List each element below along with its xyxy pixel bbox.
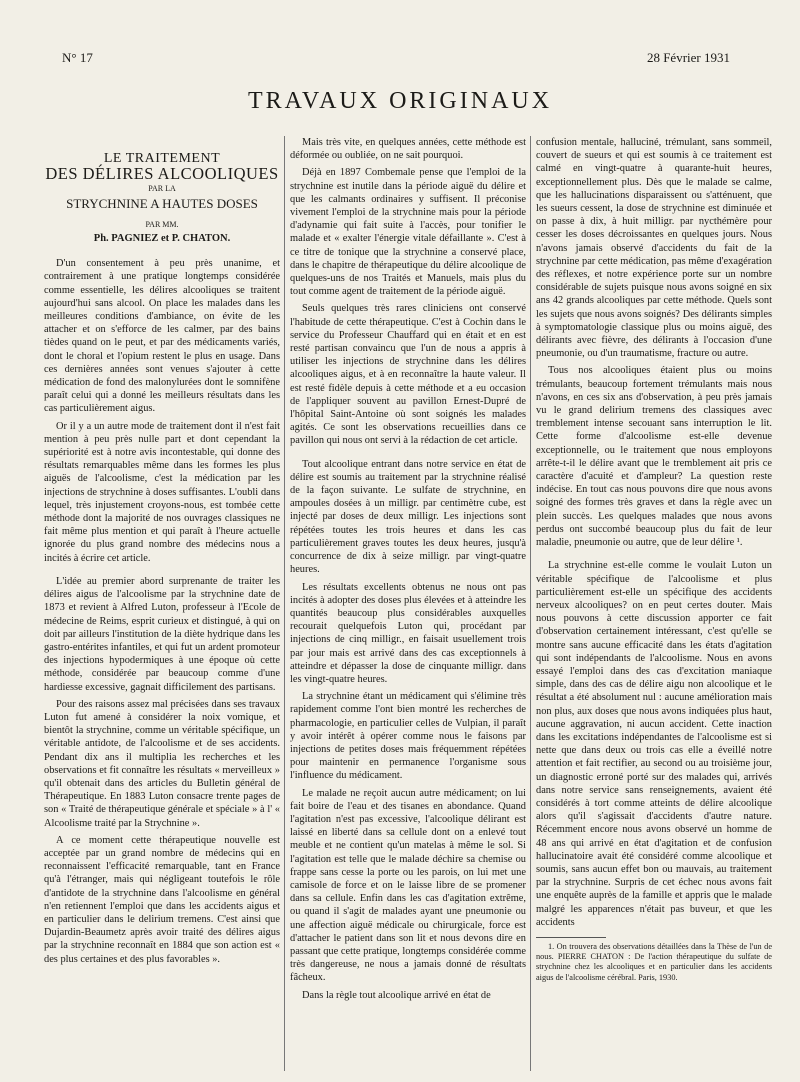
paragraph: A ce moment cette thérapeutique nouvelle est acceptée par un grand nombre de médecins qui en reconnaissent l'efficacité remarquable, tant en France qu'à l'étranger, mais qui négligeant toutefois le rôle d'antidote de la strychnine dans l'alcoolisme en général n'en retiennent l'emploi que dans les accidents aigus et en particulier dans le delirium tremens. C'est ainsi que Dujardin-Beaumetz après avoir traité des délires aigus par la strychnine reconnaît en 1884 que son action est « des plus certaines et des plus favorables ». <box>44 834 280 965</box>
paragraph: Les résultats excellents obtenus ne nous ont pas incités à adopter des doses plus élevées et à atteindre les quantités beaucoup plus considérables auxquelles recourait quelquefois Luton qui, procédant par injections de cinq milligr., en faisait usuellement trois par jour mais est arrivé dans des cas exceptionnels à atteindre et dépasser la dose de cinquante milligr. dans les vingt-quatre heures. <box>290 581 526 685</box>
paragraph: D'un consentement à peu près unanime, et contrairement à une pratique longtemps considérée comme essentielle, les délires alcooliques se traitent aujourd'hui sans alcool. On place les malades dans les meilleures conditions d'ambiance, on évite de les attacher et on s'efforce de les calmer, par des bains tièdes quand on le peut, et par des médicaments variés, dont le choral et l'opium restent le plus en usage. Dans ces dernières années sont venues s'ajouter à cette médication de fond des malonylurées dont le somnifène paraît celui qui a donné les meilleurs résultats dans les cas particulièrement aigus. <box>44 258 280 415</box>
paragraph: La strychnine étant un médicament qui s'élimine très rapidement comme l'ont bien montré les recherches de pharmacologie, en particulier celles de Vulpian, il paraît y avoir intérêt à opérer comme nous le faisons par injections de petites doses mais fréquemment répétées pour maintenir en permanence l'organisme sous l'influence du médicament. <box>290 691 526 782</box>
paragraph: Tous nos alcooliques étaient plus ou moins trémulants, beaucoup fortement trémulants mais nous n'avons, en ces six ans d'observation, à peu près jamais vu le grand delirium tremens des classiques avec tremblement intense secouant sans interruption le lit. Cette forme d'alcoolisme est-elle devenue exceptionnelle, ou le traitement que nous employons arrête-t-il le délire avant que le tremblement ait pris ce caractère d'acuité et d'ampleur? La question reste indécise. En tout cas nous pouvons dire que nous avons soigné des formes très graves et dans la règle avec un plein succès. Les quelques malades que nous avons perdus ont succombé beaucoup plus du fait de leur maladie, pneumonie ou autre, que de leur délire ¹. <box>536 365 772 549</box>
article-title-line3: STRYCHNINE A HAUTES DOSES <box>66 195 258 211</box>
paragraph: Tout alcoolique entrant dans notre service en état de délire est soumis au traitement par la strychnine réalisé de la façon suivante. Le sulfate de strychnine, en ampoules dosées à un milligr. par centimètre cube, est injecté par doses de deux milligr. Les injections sont répétées toutes les trois heures et dans les cas particulièrement graves toutes les deux heures, jusqu'à concurrence de dix à seize milligr. par vingt-quatre heures. <box>290 458 526 576</box>
column-divider <box>284 136 285 1071</box>
footnote-rule <box>536 937 606 938</box>
column-3 <box>536 136 772 1071</box>
paragraph: Dans la règle tout alcoolique arrivé en état de <box>302 989 491 1001</box>
paragraph: Or il y a un autre mode de traitement dont il n'est fait mention à peu près nulle part et dont cependant la supériorité est à notre avis incontestable, qui donne des résultats remarquables même dans les formes les plus aiguës de l'alcoolisme, c'est la médication par les injections de strychnine à doses suffisantes. L'oubli dans lequel, très injustement croyons-nous, est tombée cette méthode dont la majorité de nos ouvrages classiques ne fait même plus mention et qui paraît à l'heure actuelle ignorée du plus grand nombre des médecins nous a incités à écrire cet article. <box>44 420 280 564</box>
paragraph: Déjà en 1897 Combemale pense que l'emploi de la strychnine est inutile dans la période aiguë du délire et que les calmants ordinaires y suffisent. Il préconise vivement l'emploi de la strychnine mais pour la période d'adynamie qui fait suite à l'accès, pour tonifier le malade et « exalter l'énergie vitale défaillante ». C'est à ce titre de tonique que la strychnine a conservé place, dans le chapitre de thérapeutique du délire alcoolique de quelques-uns de nos Traités et Manuels, mais plus du tout comme agent de traitement de la période aiguë. <box>290 167 526 298</box>
column-1 <box>44 136 280 1071</box>
paragraph: L'idée au premier abord surprenante de traiter les délires aigus de l'alcoolisme par la strychnine date de 1873 et revient à Alfred Luton, professeur à l'Ecole de médecine de Reims, esprit curieux et distingué, à qui on doit par ailleurs l'institution de la diète hydrique dans les gastro-entérites infantiles, et qui fut un ardent promoteur des injections hypodermiques à une époque où cette méthode, considérée par beaucoup comme d'une hardiesse excessive, gagnait difficilement des partisans. <box>44 575 280 693</box>
paragraph: Pour des raisons assez mal précisées dans ses travaux Luton fut amené à considérer la noix vomique, et bientôt la strychnine, comme un véritable spécifique, un véritable antidote, de l'alcoolisme et de ses accidents. Pendant dix ans il multiplia les recherches et les observations et fit connaître les résultats « merveilleux » qu'il obtenait dans des articles du Bulletin général de Thérapeutique. En 1883 Luton consacre trente pages de son « Traité de thérapeutique générale et spéciale » à l' « Alcoolisme traité par la Strychnine ». <box>44 698 280 829</box>
paragraph: Mais très vite, en quelques années, cette méthode est déformée ou oubliée, on ne sait pourquoi. <box>290 137 526 162</box>
article-authors: Ph. PAGNIEZ et P. CHATON. <box>93 233 231 245</box>
article-heading <box>44 152 280 245</box>
paragraph: Le malade ne reçoit aucun autre médicament; on lui fait boire de l'eau et des tisanes en abondance. Quand l'agitation n'est pas excessive, l'alcoolique délirant est laissé en liberté dans sa cellule dont on a enlevé tout meuble et ne contient qu'un matelas à même le sol. Si l'agitation est telle que le malade déchire sa chemise ou frappe sans cesse la porte ou les parois, on lui met une camisole de force et on le laisse libre de se promener dans sa cellule. Enfin dans les cas d'agitation extrême, ou quand il s'agit de malades ayant une pneumonie ou une affection aiguë médicale ou chirurgicale, force est d'attacher le patient dans son lit et nous devons dire en passant que cette pratique, longtemps considérée comme très dangereuse, ne nous a jamais donné de résultats fâcheux. <box>290 787 526 984</box>
paragraph: confusion mentale, halluciné, trémulant, sans sommeil, couvert de sueurs et qui est soumis à ce traitement est calmé en vingt-quatre à quarante-huit heures, exceptionnellement plus. Dès que le malade se calme, que les hallucinations disparaissent ou s'atténuent, que les sueurs cessent, la dose de strychnine est diminuée et on passe à dix, à huit milligr. par nycthémère pour cesser les doses décroissantes en quelques jours. Nous n'avons jamais observé d'accidents du fait de la strychnine par cette médication, pas même d'exagération des réflexes, et notre expérience porte sur un nombre considérable de sujets puisque nous avons soigné en six ans 42 grands alcooliques par cette méthode. Quels sont les sujets que nous avons soignés? Des délirants simples à symptomatologie classique plus ou moins aiguë, des délirants avec fièvre, des délirants à l'occasion d'une pneumonie, ou d'un traumatisme, fracture ou autre. <box>536 137 772 360</box>
article-by: PAR MM. <box>145 219 179 229</box>
section-title: TRAVAUX ORIGINAUX <box>247 88 553 114</box>
issue-date: 28 Février 1931 <box>646 50 730 65</box>
column-2 <box>290 136 526 1071</box>
paragraph: La strychnine est-elle comme le voulait Luton un véritable spécifique de l'alcoolisme et plus particulièrement est-elle un spécifique des accidents nerveux alcooliques? on en peut certes douter. Mais nous pouvons à cette discussion apporter ce fait d'observation certainement intéressant, c'est qu'elle se montre sans aucune efficacité dans les états d'agitation qui sont indépendants de l'alcoolisme. Nous en avons essayé l'emploi dans des cas d'excitation maniaque simple, dans des cas de délire aigu non alcoolique et le résultat a été absolument nul : aucune amélioration mais non plus, aux doses que nous avons indiquées plus haut, aucune aggravation, ni aucun accident. Cette inaction dans les excitations indépendantes de l'alcoolisme est si nette que dans deux ou trois cas elle a éveillé notre attention et fait rectifier, au second ou au troisième jour, un diagnostic erroné porté sur des malades qui, arrivés dans notre service sans renseignements, avaient été considérés à tort comme atteints de délire alcoolique alors qu'il s'agissait d'accidents d'autre nature. Récemment encore nous avons observé un homme de 48 ans qui arrivé en état d'agitation et de confusion hallucinatoire avait été considéré comme alcoolique et soumis, sans aucun effet bon ou mauvais, au traitement par la strychnine. Surpris de cet échec nous avons fait une enquête auprès de la famille et appris que le malade malgré les apparences n'était pas buveur, et que les accidents <box>536 560 772 928</box>
article-title-line1: LE TRAITEMENT <box>103 151 221 166</box>
article-title-par: PAR LA <box>148 184 176 194</box>
column-divider <box>530 136 531 1071</box>
issue-number: N° 17 <box>62 50 93 65</box>
footnote: 1. On trouvera des observations détaillées dans la Thèse de l'un de nous. PIERRE CHATON : De l'action thérapeutique du sulfate de strychnine chez les alcooliques et en particulier dans les accidents aigus de l'alcoolisme cérébral. Paris, 1930. <box>536 941 772 982</box>
article-title-line2: DES DÉLIRES ALCOOLIQUES <box>45 164 279 184</box>
paragraph: Seuls quelques très rares cliniciens ont conservé l'habitude de cette thérapeutique. C'est à Cochin dans le service du Professeur Chauffard qui en était et en est resté partisan convaincu que l'un de nous a appris à utiliser les injections de strychnine dans les délires alcooliques aigus, et à en reconnaître la haute valeur. Il est resté fidèle depuis à cette méthode et a eu occasion de l'appliquer souvent au pavillon Ernest-Dupré de l'hôpital Saint-Antoine où sont soignés les malades agités. Ce sont les observations recueillies dans ce pavillon qui nous ont servi à la rédaction de cet article. <box>290 303 526 447</box>
